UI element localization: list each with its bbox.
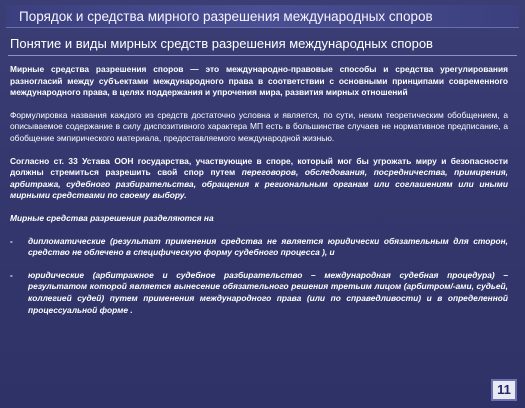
slide-subtitle: Понятие и виды мирных средств разрешения международных споров (10, 36, 433, 51)
list-item-diplomatic (10, 236, 508, 259)
list-item-legal (10, 270, 508, 316)
list-item-text: юридические (арбитражное и судебное разбирательство – международная судебная процедура) – результатом которой является вынесение обязательного решения третьим лицом (арбитром/-ами, судьей, коллегией судей) путем применения международного права (или по справедливости) и в определенной процессуальной форме . (28, 269, 508, 315)
subtitle-divider (8, 55, 517, 56)
slide-title: Порядок и средства мирного разрешения международных споров (19, 9, 433, 24)
un-charter-paragraph (10, 156, 508, 202)
title-bar (6, 5, 519, 28)
list-item-text: дипломатические (результат применения средства не является юридически обязательным для сторон, средство не облечено в специфическую форму судебного процесса ), и (28, 235, 508, 258)
formulation-paragraph: Формулировка названия каждого из средств достаточно условна и является, по сути, неким теоретическим обобщением, а описываемое содержание в силу диспозитивного характера МП есть в большинстве случаев не нормативное предписание, а обобщение эмпирического материала, предоставляемого международной жизнью. (10, 109, 508, 143)
page-number-badge: 11 (491, 379, 517, 401)
un-charter-means: переговоров, обследования, посредничества, примирения, арбитража, судебного разбирательства, обращения к региональным органам или соглашениям или иными мирными средствами по своему выбору. (10, 167, 508, 201)
un-charter-text: Согласно ст. 33 Устава ООН государства, участвующие в споре, который мог бы угрожать миру и безопасности должны стремиться разрешить свой спор путем (10, 155, 508, 178)
classification-heading: Мирные средства разрешения разделяются на (10, 212, 214, 223)
definition-paragraph: Мирные средства разрешения споров — это международно-правовые способы и средства урегулирования разногласий между субъектами международного права в соответствии с основными принципами современного международного права, в целях поддержания и упрочения мира, развития мирных отношений (10, 64, 508, 98)
list-bullet: - (10, 235, 13, 246)
slide-content (10, 64, 508, 316)
list-bullet: - (10, 269, 13, 280)
